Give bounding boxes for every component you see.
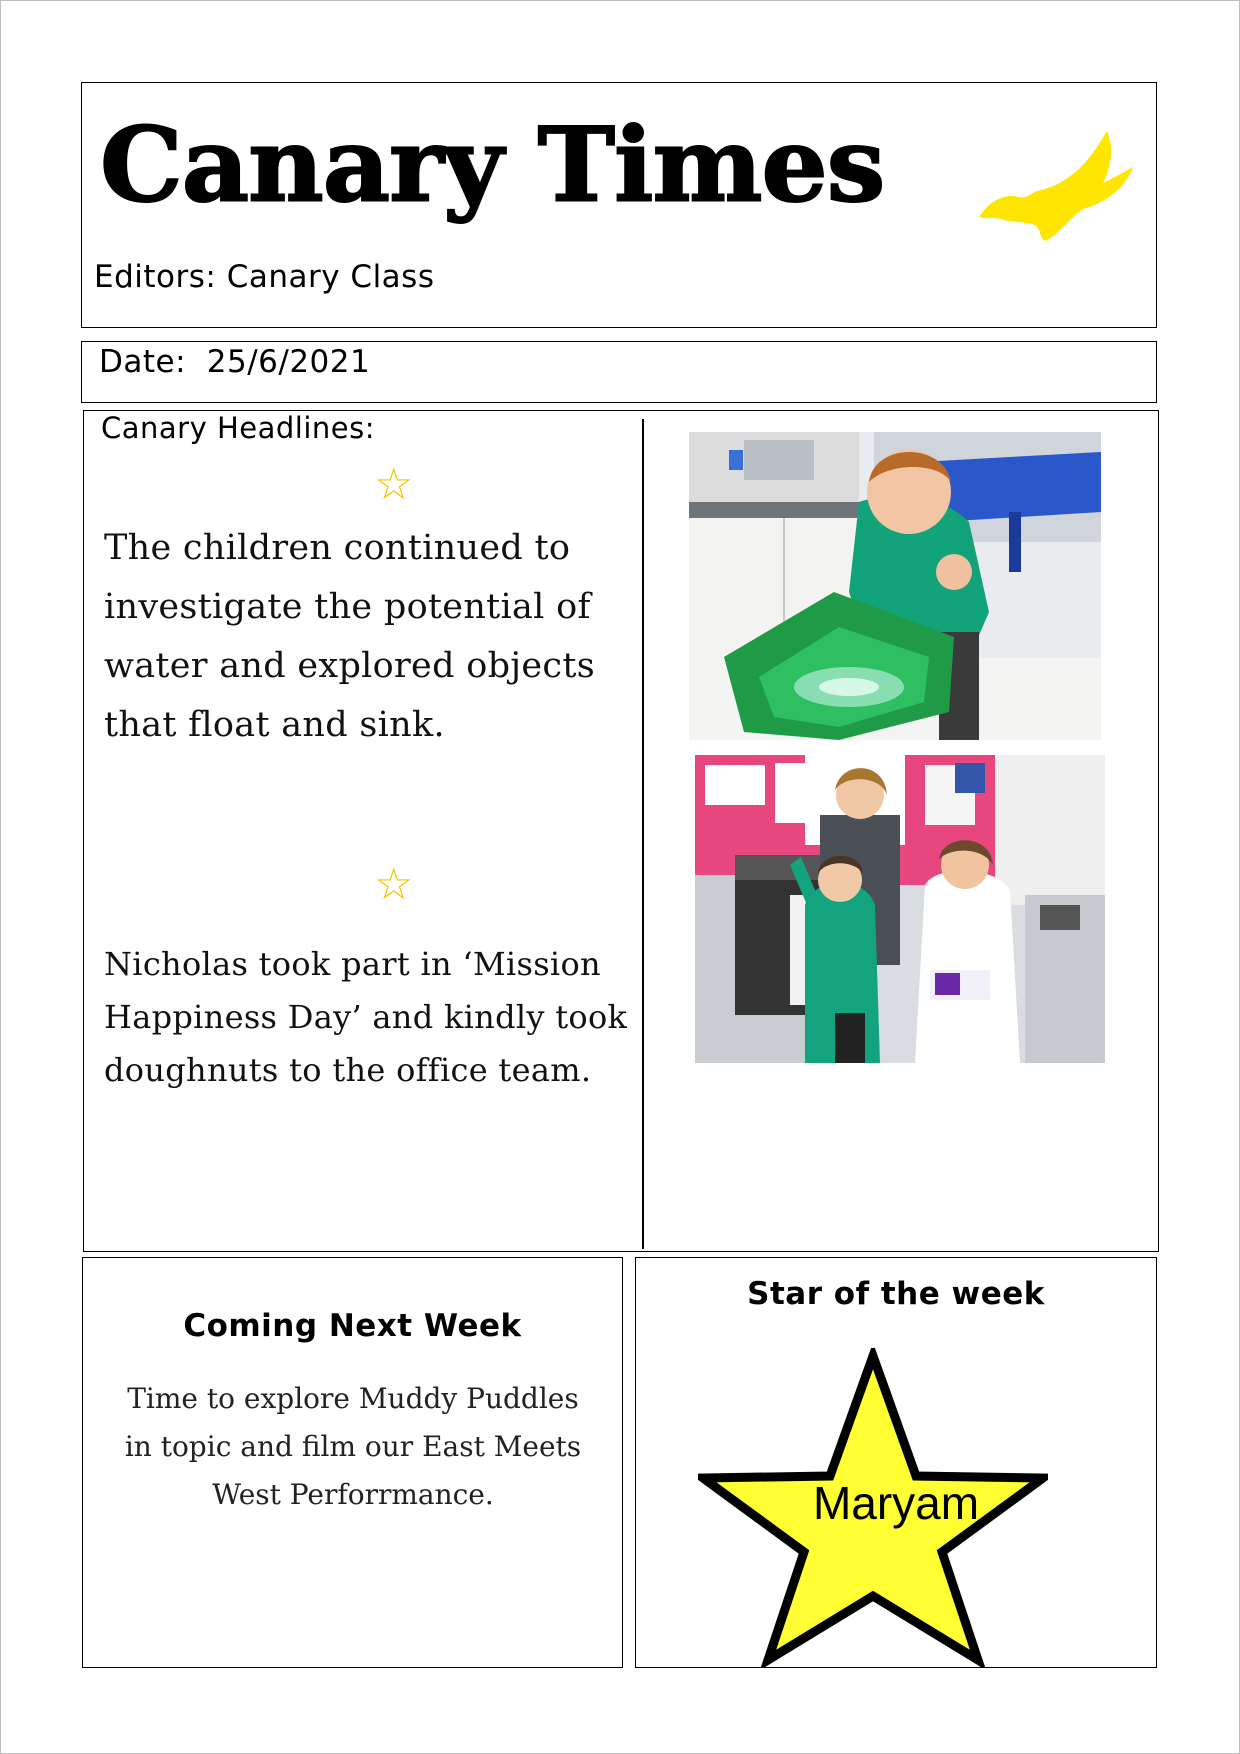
star-pupil-name: Maryam: [812, 1477, 980, 1529]
headline-story: The children continued to investigate the potential of water and explored objects that float and sink.: [104, 528, 595, 745]
date-box: [81, 341, 1157, 403]
column-divider: [642, 419, 644, 1249]
coming-next-week-box: [82, 1257, 623, 1668]
office-team-photo: [695, 755, 1105, 1063]
star-of-week-box: [635, 1257, 1157, 1668]
star-outline-icon: ☆: [374, 459, 414, 510]
masthead-box: [81, 82, 1157, 328]
water-experiment-photo: [689, 432, 1101, 740]
headlines-title: Canary Headlines:: [101, 411, 376, 445]
date-label: Date:: [99, 344, 187, 380]
newsletter-title: Canary Times: [100, 104, 885, 225]
headlines-box: [83, 410, 1159, 1252]
star-of-week-title: Star of the week: [747, 1276, 1045, 1312]
editors-line: Editors: Canary Class: [94, 259, 435, 295]
canary-bird-icon: [975, 127, 1135, 247]
coming-next-week-title: Coming Next Week: [183, 1308, 522, 1344]
coming-next-week-text: Time to explore Muddy Puddles in topic and film our East Meets West Perforrmance.: [124, 1382, 582, 1511]
headline-story: Nicholas took part in ‘Mission Happiness Day’ and kindly took doughnuts to the office team.: [104, 945, 628, 1089]
date-line: [99, 344, 370, 380]
date-value: 25/6/2021: [206, 344, 371, 380]
star-outline-icon: ☆: [374, 859, 414, 910]
